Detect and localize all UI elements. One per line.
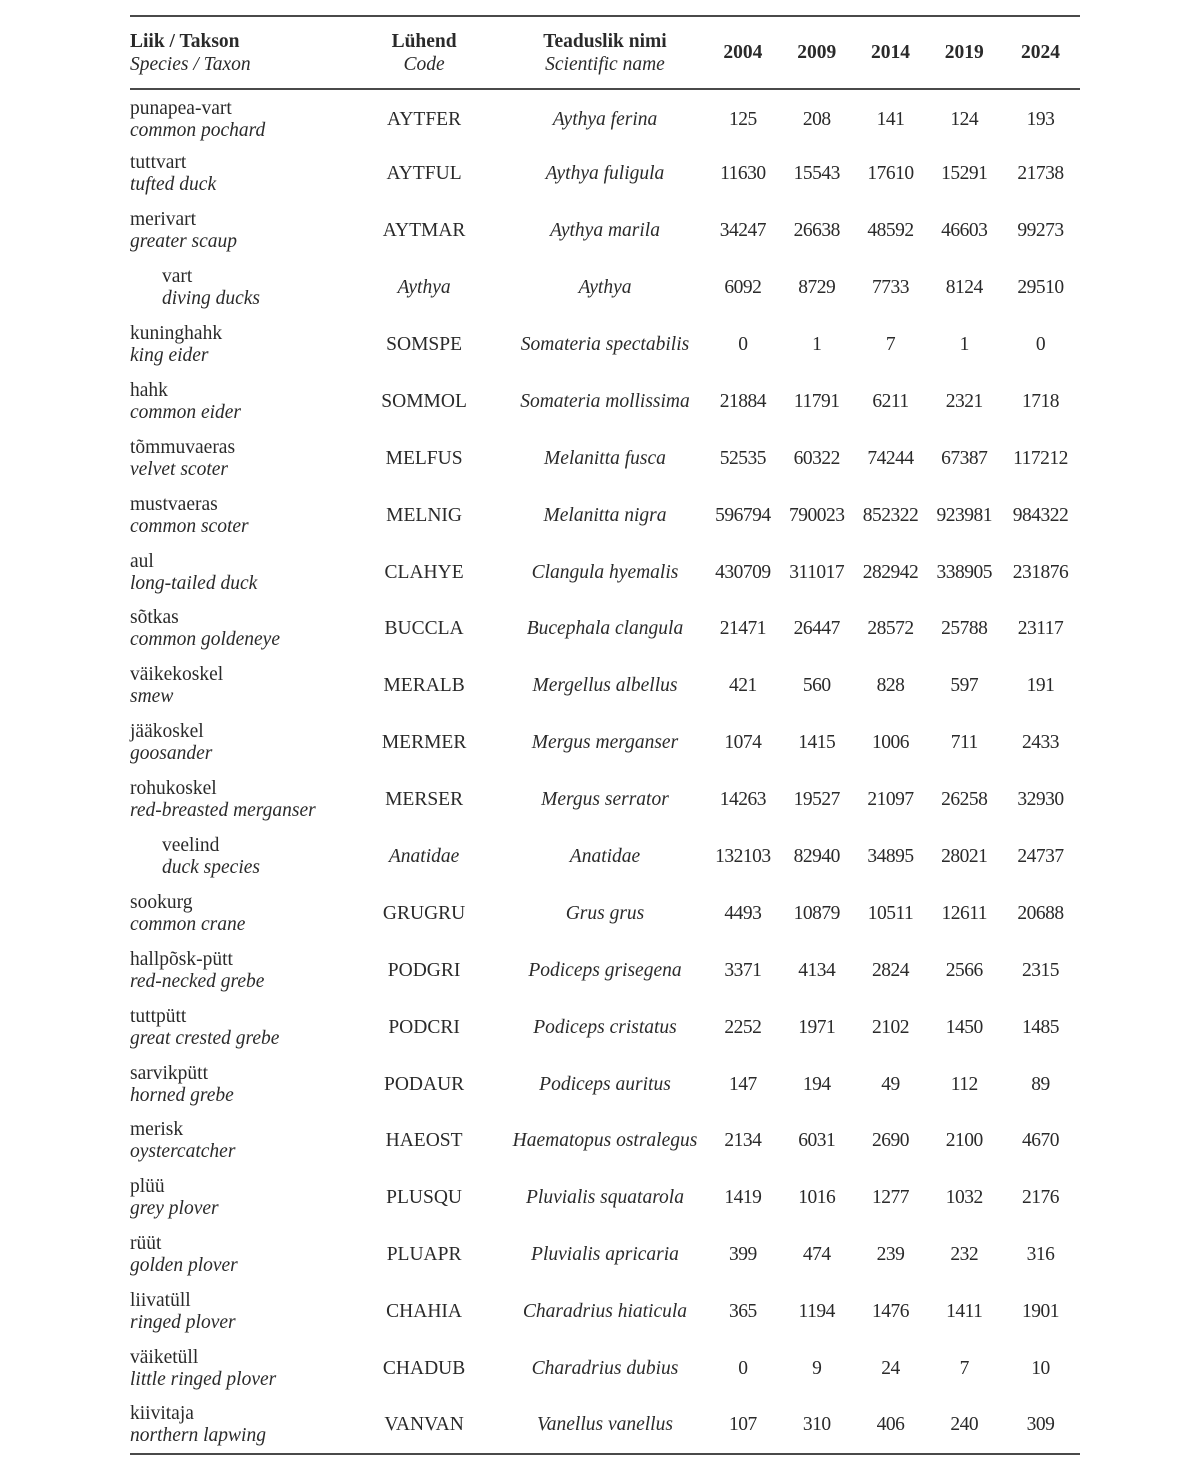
scientific-name-cell: Vanellus vanellus <box>537 1414 673 1436</box>
table-header <box>130 16 1080 89</box>
species-name-cell <box>130 1397 344 1454</box>
count-cell-2009: 1971 <box>798 1016 836 1038</box>
count-cell-2004: 365 <box>729 1301 757 1323</box>
count-cell-2004: 147 <box>729 1073 757 1095</box>
species-name-cell <box>130 601 344 658</box>
species-name-en: red-breasted merganser <box>130 800 316 822</box>
count-cell-2004: 1074 <box>724 732 762 754</box>
count-cell-2019: 240 <box>950 1414 979 1436</box>
count-cell-2024: 1901 <box>1022 1301 1060 1323</box>
count-cell-2009: 1415 <box>798 732 836 754</box>
species-name-cell <box>130 715 344 772</box>
count-cell-2019: 26258 <box>941 789 988 811</box>
count-cell-2024: 4670 <box>1022 1130 1060 1152</box>
count-cell-2009: 10879 <box>793 902 840 924</box>
count-cell-2009: 4134 <box>798 959 836 981</box>
species-name-cell <box>130 1227 344 1284</box>
count-cell-2004: 125 <box>729 108 757 130</box>
count-cell-2014: 34895 <box>867 846 914 868</box>
scientific-name-cell: Aythya ferina <box>552 108 658 130</box>
count-cell-2004: 0 <box>738 334 748 355</box>
count-cell-2009: 8729 <box>798 277 836 299</box>
species-name-et: tuttvart <box>130 152 187 174</box>
count-cell-2024: 89 <box>1031 1073 1050 1095</box>
count-cell-2024: 231876 <box>1012 561 1069 583</box>
count-cell-2014: 852322 <box>862 504 919 526</box>
species-name-et: väiketüll <box>130 1347 199 1369</box>
scientific-name-cell: Clangula hyemalis <box>531 561 679 583</box>
count-cell-2014: 21097 <box>867 789 914 811</box>
count-cell-2019: 15291 <box>941 163 988 185</box>
scientific-name-cell: Aythya <box>578 277 632 299</box>
species-name-cell <box>130 885 344 942</box>
count-cell-2024: 29510 <box>1017 277 1064 299</box>
count-cell-2009: 9 <box>812 1358 822 1380</box>
table-row <box>130 1170 1080 1227</box>
table-row <box>130 1341 1080 1398</box>
count-cell-2019: 25788 <box>941 618 988 640</box>
count-cell-2009: 19527 <box>793 789 840 811</box>
scientific-name-cell: Grus grus <box>565 902 645 924</box>
count-cell-2024: 984322 <box>1012 504 1069 526</box>
species-name-en: golden plover <box>130 1255 238 1277</box>
species-name-et: rohukoskel <box>130 778 217 800</box>
species-code-cell: CHADUB <box>382 1358 466 1380</box>
count-cell-2024: 32930 <box>1017 789 1064 811</box>
species-name-en: grey plover <box>130 1198 219 1220</box>
species-name-en: long-tailed duck <box>130 572 258 594</box>
table-row <box>130 544 1080 601</box>
count-cell-2014: 24 <box>881 1358 900 1380</box>
table-row <box>130 1227 1080 1284</box>
scientific-name-cell: Anatidae <box>569 846 641 868</box>
count-cell-2014: 828 <box>876 675 905 697</box>
species-name-et: rüüt <box>130 1233 162 1255</box>
species-name-cell <box>130 1113 344 1170</box>
species-name-et: sõtkas <box>130 607 179 629</box>
count-cell-2014: 406 <box>876 1414 905 1436</box>
scientific-name-cell: Podiceps auritus <box>539 1073 671 1095</box>
species-name-cell <box>130 772 344 829</box>
species-name-en: common pochard <box>130 119 266 141</box>
count-cell-2019: 7 <box>959 1358 969 1380</box>
species-name-cell <box>130 430 344 487</box>
count-cell-2019: 112 <box>950 1073 978 1095</box>
species-name-et: mustvaeras <box>130 493 218 515</box>
count-cell-2009: 310 <box>802 1414 831 1436</box>
scientific-name-cell: Podiceps cristatus <box>533 1016 677 1038</box>
count-cell-2009: 26447 <box>793 618 840 640</box>
species-name-en: great crested grebe <box>130 1027 280 1049</box>
species-name-et: hallpõsk-pütt <box>130 948 233 970</box>
table-row <box>130 317 1080 374</box>
count-cell-2004: 107 <box>729 1414 757 1436</box>
count-cell-2014: 10511 <box>867 902 914 924</box>
species-name-cell <box>130 487 344 544</box>
species-name-cell <box>130 1341 344 1398</box>
count-cell-2004: 0 <box>738 1358 748 1380</box>
count-cell-2014: 6211 <box>872 390 909 412</box>
count-cell-2004: 4493 <box>724 902 762 924</box>
table-row <box>130 146 1080 203</box>
species-name-en: oystercatcher <box>130 1141 236 1163</box>
count-cell-2014: 28572 <box>867 618 914 640</box>
column-header-scientific-et: Teaduslik nimi <box>543 30 667 52</box>
species-code-cell: PLUAPR <box>386 1244 462 1266</box>
species-name-et: veelind <box>162 835 220 857</box>
column-header-year: 2004 <box>723 42 763 63</box>
count-cell-2019: 923981 <box>936 504 992 526</box>
count-cell-2024: 193 <box>1026 108 1055 130</box>
scientific-name-cell: Aythya marila <box>550 220 660 242</box>
count-cell-2019: 2321 <box>945 390 983 412</box>
count-cell-2004: 430709 <box>715 561 771 583</box>
count-cell-2004: 3371 <box>724 959 762 981</box>
species-name-et: sarvikpütt <box>130 1062 208 1084</box>
count-cell-2004: 2134 <box>724 1130 762 1152</box>
scientific-name-cell: Somateria spectabilis <box>520 334 690 355</box>
count-cell-2019: 2100 <box>945 1130 983 1152</box>
species-name-cell <box>130 658 344 715</box>
species-code-cell: MERMER <box>381 732 467 754</box>
count-cell-2004: 52535 <box>719 447 767 469</box>
species-code-cell: MELNIG <box>386 504 462 526</box>
species-name-et: liivatüll <box>130 1290 191 1312</box>
count-cell-2024: 1718 <box>1022 390 1060 412</box>
table-row <box>130 658 1080 715</box>
count-cell-2009: 474 <box>802 1244 831 1266</box>
count-cell-2019: 28021 <box>941 846 988 868</box>
bird-count-table <box>130 15 1080 1455</box>
count-cell-2019: 711 <box>950 732 978 754</box>
table-row <box>130 373 1080 430</box>
table-row <box>130 715 1080 772</box>
scientific-name-cell: Charadrius dubius <box>531 1358 679 1380</box>
species-name-cell <box>130 317 344 374</box>
count-cell-2019: 1032 <box>945 1187 983 1209</box>
count-cell-2014: 49 <box>881 1073 900 1095</box>
table-row <box>130 1056 1080 1113</box>
species-code-cell: PODAUR <box>383 1073 465 1095</box>
scientific-name-cell: Pluvialis apricaria <box>531 1244 679 1266</box>
table-row <box>130 89 1080 146</box>
scientific-name-cell: Charadrius hiaticula <box>522 1301 688 1323</box>
scientific-name-cell: Melanitta nigra <box>543 504 667 526</box>
column-header-species <box>130 16 344 89</box>
species-code-cell: PLUSQU <box>386 1187 463 1209</box>
species-name-et: vart <box>162 266 193 288</box>
count-cell-2019: 1 <box>959 334 969 355</box>
count-cell-2004: 34247 <box>719 220 767 242</box>
count-cell-2004: 6092 <box>724 277 762 299</box>
species-name-cell <box>130 942 344 999</box>
table-row <box>130 487 1080 544</box>
species-name-et: sookurg <box>130 891 193 913</box>
count-cell-2024: 20688 <box>1017 902 1064 924</box>
count-cell-2009: 26638 <box>793 220 840 242</box>
count-cell-2014: 48592 <box>867 220 914 242</box>
species-code-cell: HAEOST <box>385 1130 463 1152</box>
count-cell-2009: 1 <box>812 334 822 355</box>
count-cell-2019: 1450 <box>945 1016 983 1038</box>
species-name-en: common scoter <box>130 515 249 537</box>
species-code-cell: GRUGRU <box>382 902 466 924</box>
count-cell-2009: 560 <box>802 675 831 697</box>
scientific-name-cell: Podiceps grisegena <box>528 959 682 981</box>
species-name-en: common eider <box>130 401 242 423</box>
column-header-species-et: Liik / Takson <box>130 30 240 52</box>
column-header-year: 2024 <box>1021 42 1061 63</box>
count-cell-2009: 15543 <box>793 163 840 185</box>
species-name-en: king eider <box>130 345 209 366</box>
count-cell-2004: 132103 <box>715 846 771 868</box>
column-header-species-en: Species / Taxon <box>130 53 251 75</box>
count-cell-2024: 117212 <box>1013 447 1068 469</box>
species-name-et: plüü <box>130 1176 165 1198</box>
column-header-year: 2014 <box>870 42 910 63</box>
table-row <box>130 601 1080 658</box>
count-cell-2019: 124 <box>950 108 979 130</box>
species-code-cell: MELFUS <box>385 447 463 469</box>
species-code-cell: AYTFER <box>387 108 462 130</box>
count-cell-2004: 14263 <box>719 789 767 811</box>
table-row <box>130 203 1080 260</box>
species-name-cell <box>130 1056 344 1113</box>
species-name-cell <box>130 373 344 430</box>
bird-count-table-container <box>130 15 1080 1455</box>
species-name-en: northern lapwing <box>130 1425 266 1447</box>
count-cell-2024: 2176 <box>1022 1187 1060 1209</box>
count-cell-2009: 6031 <box>798 1130 836 1152</box>
count-cell-2014: 2690 <box>871 1130 909 1152</box>
species-name-en: horned grebe <box>130 1084 234 1106</box>
table-row <box>130 260 1080 317</box>
column-header-code <box>344 16 504 89</box>
count-cell-2004: 1419 <box>724 1187 762 1209</box>
species-name-cell <box>130 999 344 1056</box>
species-code-cell: AYTFUL <box>386 163 462 185</box>
count-cell-2014: 141 <box>876 108 905 130</box>
species-name-en: diving ducks <box>162 288 261 310</box>
species-name-et: hahk <box>130 379 168 401</box>
species-code-cell: AYTMAR <box>382 220 466 242</box>
scientific-name-cell: Mergus merganser <box>531 732 679 754</box>
count-cell-2024: 24737 <box>1017 846 1064 868</box>
count-cell-2014: 74244 <box>867 447 914 469</box>
species-name-cell <box>130 829 344 886</box>
count-cell-2024: 0 <box>1035 334 1046 355</box>
species-name-en: goosander <box>130 743 213 765</box>
scientific-name-cell: Haematopus ostralegus <box>512 1130 698 1152</box>
species-name-et: väikekoskel <box>130 664 224 686</box>
count-cell-2009: 82940 <box>793 846 840 868</box>
count-cell-2014: 239 <box>876 1244 905 1266</box>
species-name-cell <box>130 1170 344 1227</box>
count-cell-2024: 2433 <box>1022 732 1060 754</box>
count-cell-2009: 60322 <box>793 447 840 469</box>
species-code-cell: BUCCLA <box>384 618 464 640</box>
count-cell-2019: 597 <box>950 675 979 697</box>
count-cell-2019: 67387 <box>941 447 988 469</box>
table-row <box>130 942 1080 999</box>
table-row <box>130 885 1080 942</box>
species-code-cell: SOMSPE <box>386 334 463 355</box>
count-cell-2014: 1476 <box>871 1301 909 1323</box>
species-name-en: common goldeneye <box>130 629 280 651</box>
species-code-cell: Aythya <box>397 277 451 299</box>
column-header-scientific <box>504 16 706 89</box>
scientific-name-cell: Pluvialis squatarola <box>525 1187 684 1209</box>
count-cell-2024: 99273 <box>1017 220 1064 242</box>
species-name-en: smew <box>130 686 174 708</box>
species-name-et: aul <box>130 550 154 572</box>
species-name-et: merivart <box>130 209 197 231</box>
count-cell-2014: 1006 <box>871 732 909 754</box>
count-cell-2014: 7733 <box>871 277 909 299</box>
scientific-name-cell: Mergus serrator <box>541 789 669 811</box>
count-cell-2004: 421 <box>729 675 757 697</box>
count-cell-2014: 282942 <box>862 561 919 583</box>
species-name-et: tõmmuvaeras <box>130 436 236 458</box>
table-row <box>130 1284 1080 1341</box>
species-code-cell: MERSER <box>385 789 464 811</box>
species-code-cell: PODCRI <box>388 1016 460 1038</box>
table-row <box>130 829 1080 886</box>
scientific-name-cell: Melanitta fusca <box>544 447 666 469</box>
species-code-cell: CLAHYE <box>384 561 464 583</box>
species-name-en: greater scaup <box>130 231 238 253</box>
count-cell-2004: 399 <box>729 1244 757 1266</box>
count-cell-2009: 311017 <box>789 561 845 583</box>
species-code-cell: Anatidae <box>388 846 460 868</box>
count-cell-2024: 2315 <box>1022 959 1060 981</box>
species-code-cell: PODGRI <box>387 959 461 981</box>
count-cell-2019: 1411 <box>946 1301 983 1323</box>
column-header-year: 2019 <box>944 42 984 63</box>
species-code-cell: SOMMOL <box>381 390 467 412</box>
count-cell-2024: 309 <box>1026 1414 1055 1436</box>
table-body <box>130 89 1080 1454</box>
species-name-cell <box>130 1284 344 1341</box>
table-row <box>130 772 1080 829</box>
column-header-code-et: Lühend <box>391 30 457 52</box>
count-cell-2004: 2252 <box>724 1016 762 1038</box>
count-cell-2019: 46603 <box>941 220 988 242</box>
species-name-en: ringed plover <box>130 1312 236 1334</box>
count-cell-2024: 316 <box>1026 1244 1055 1266</box>
table-row <box>130 999 1080 1056</box>
count-cell-2009: 194 <box>802 1073 831 1095</box>
count-cell-2019: 8124 <box>945 277 983 299</box>
species-name-en: little ringed plover <box>130 1369 277 1391</box>
species-code-cell: CHAHIA <box>386 1301 462 1323</box>
column-header-code-en: Code <box>403 53 445 75</box>
count-cell-2009: 1016 <box>798 1187 836 1209</box>
count-cell-2009: 790023 <box>788 504 845 526</box>
count-cell-2009: 11791 <box>793 390 840 412</box>
count-cell-2019: 338905 <box>936 561 992 583</box>
species-name-en: duck species <box>162 857 260 879</box>
species-name-cell <box>130 146 344 203</box>
species-code-cell: MERALB <box>383 675 465 697</box>
species-name-et: jääkoskel <box>130 721 204 743</box>
scientific-name-cell: Somateria mollissima <box>520 390 690 412</box>
column-header-year: 2009 <box>797 42 837 63</box>
species-name-cell <box>130 89 344 146</box>
species-code-cell: VANVAN <box>384 1414 464 1436</box>
table-row <box>130 1113 1080 1170</box>
count-cell-2014: 2824 <box>871 959 909 981</box>
species-name-en: red-necked grebe <box>130 970 265 992</box>
species-name-et: tuttpütt <box>130 1005 187 1027</box>
count-cell-2019: 2566 <box>945 959 983 981</box>
count-cell-2019: 232 <box>950 1244 979 1266</box>
species-name-cell <box>130 260 344 317</box>
scientific-name-cell: Mergellus albellus <box>532 675 678 697</box>
count-cell-2024: 191 <box>1026 675 1055 697</box>
count-cell-2024: 10 <box>1031 1358 1050 1380</box>
count-cell-2014: 17610 <box>867 163 914 185</box>
count-cell-2009: 1194 <box>798 1301 835 1323</box>
species-name-cell <box>130 203 344 260</box>
count-cell-2019: 12611 <box>941 902 987 924</box>
count-cell-2014: 7 <box>885 334 896 355</box>
count-cell-2004: 21884 <box>719 390 767 412</box>
scientific-name-cell: Bucephala clangula <box>526 618 684 640</box>
count-cell-2024: 23117 <box>1017 618 1064 640</box>
count-cell-2004: 21471 <box>719 618 767 640</box>
species-name-et: punapea-vart <box>130 97 232 119</box>
count-cell-2024: 1485 <box>1022 1016 1060 1038</box>
column-header-scientific-en: Scientific name <box>545 53 665 75</box>
count-cell-2009: 208 <box>802 108 831 130</box>
table-row <box>130 430 1080 487</box>
species-name-et: kuninghahk <box>130 323 223 344</box>
species-name-cell <box>130 544 344 601</box>
species-name-en: velvet scoter <box>130 458 228 480</box>
species-name-en: common crane <box>130 913 246 935</box>
count-cell-2014: 1277 <box>871 1187 909 1209</box>
species-name-et: kiivitaja <box>130 1403 194 1425</box>
count-cell-2014: 2102 <box>871 1016 909 1038</box>
table-row <box>130 1397 1080 1454</box>
count-cell-2004: 596794 <box>715 504 771 526</box>
species-name-en: tufted duck <box>130 174 217 196</box>
scientific-name-cell: Aythya fuligula <box>545 163 665 185</box>
count-cell-2024: 21738 <box>1017 163 1064 185</box>
count-cell-2004: 11630 <box>720 163 766 185</box>
species-name-et: merisk <box>130 1119 184 1141</box>
